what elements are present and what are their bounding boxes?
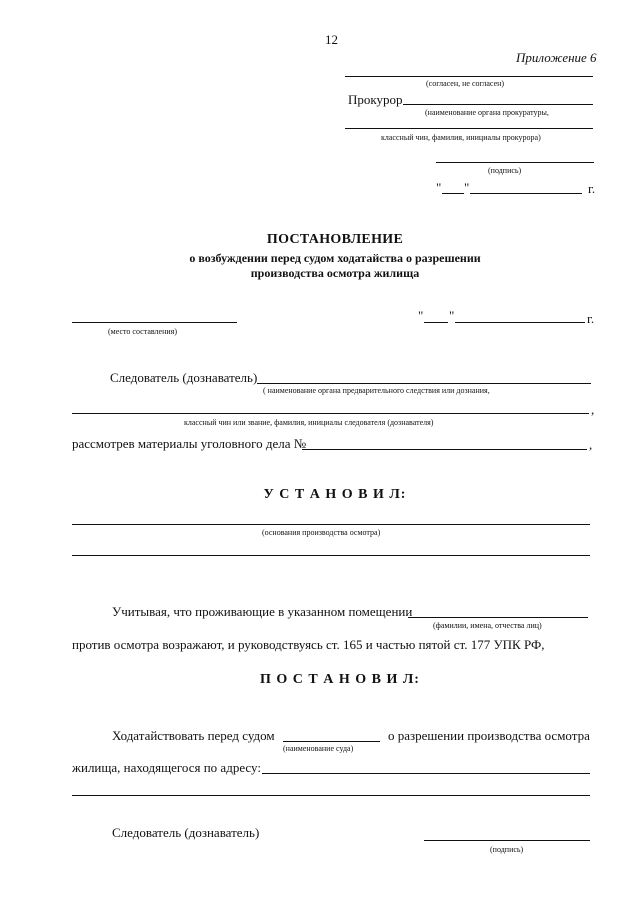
prosecutor-rank-caption: классный чин, фамилия, инициалы прокурора) <box>381 133 541 142</box>
investigator-label: Следователь (дознаватель) <box>110 370 258 385</box>
case-number-line[interactable] <box>302 449 587 450</box>
case-comma: , <box>589 437 593 452</box>
court-caption: (наименование суда) <box>283 744 354 753</box>
document-subtitle-line1: о возбуждении перед судом ходатайства о разрешении <box>189 251 481 265</box>
address-line-2[interactable] <box>72 795 590 796</box>
prosecutor-rank-line[interactable] <box>345 128 593 129</box>
prosecutor-label: Прокурор <box>348 92 403 107</box>
prosecutor-org-line[interactable] <box>403 104 593 105</box>
signature-line[interactable] <box>424 840 590 841</box>
page-number: 12 <box>325 32 338 47</box>
place-line[interactable] <box>72 322 237 323</box>
resolved-text-c: жилища, находящегося по адресу: <box>72 760 261 775</box>
approval-date-quote-open: " <box>436 180 442 195</box>
investigator-org-caption: ( наименование органа предварительного следствия или дознания, <box>263 386 490 395</box>
prosecutor-sign-caption: (подпись) <box>488 166 522 175</box>
address-line-1[interactable] <box>262 773 590 774</box>
date-quote-close: " <box>449 308 455 323</box>
date-day-line[interactable] <box>424 322 448 323</box>
investigator-rank-comma: , <box>591 402 595 417</box>
investigator-rank-caption: классный чин или звание, фамилия, инициалы следователя (дознавателя) <box>184 418 434 427</box>
grounds-caption: (основания производства осмотра) <box>262 528 381 537</box>
agree-caption: (согласен, не согласен) <box>426 79 505 88</box>
resolved-text-a: Ходатайствовать перед судом <box>112 728 275 743</box>
established-heading: У С Т А Н О В И Л: <box>263 487 407 502</box>
place-caption: (место составления) <box>108 327 177 336</box>
appendix-label: Приложение 6 <box>516 50 597 65</box>
prosecutor-org-caption: (наименование органа прокуратуры, <box>425 108 549 117</box>
investigator-rank-line[interactable] <box>72 413 589 414</box>
agree-line[interactable] <box>345 76 593 77</box>
approval-year-suffix: г. <box>588 181 596 196</box>
date-quote-open: " <box>418 308 424 323</box>
grounds-line-2[interactable] <box>72 555 590 556</box>
approval-date-quote-close: " <box>464 180 470 195</box>
signature-label: Следователь (дознаватель) <box>112 825 260 840</box>
approval-month-line[interactable] <box>470 193 582 194</box>
resolved-heading: П О С Т А Н О В И Л: <box>260 672 420 687</box>
grounds-line-1[interactable] <box>72 524 590 525</box>
approval-day-line[interactable] <box>442 193 464 194</box>
document-subtitle-line2: производства осмотра жилища <box>250 266 420 280</box>
investigator-org-line[interactable] <box>257 383 591 384</box>
considering-text: Учитывая, что проживающие в указанном помещении <box>112 604 413 619</box>
considering-text-2: против осмотра возражают, и руководствуясь ст. 165 и частью пятой ст. 177 УПК РФ, <box>72 637 545 652</box>
prosecutor-sign-line[interactable] <box>436 162 594 163</box>
document-title: ПОСТАНОВЛЕНИЕ <box>266 232 404 247</box>
date-month-line[interactable] <box>455 322 585 323</box>
case-label: рассмотрев материалы уголовного дела № <box>72 436 307 451</box>
resolved-text-b: о разрешении производства осмотра <box>388 728 590 743</box>
names-line[interactable] <box>408 617 588 618</box>
date-year-suffix: г. <box>587 311 595 326</box>
names-caption: (фамилии, имена, отчества лиц) <box>433 621 542 630</box>
court-line[interactable] <box>283 741 380 742</box>
signature-caption: (подпись) <box>490 845 524 854</box>
